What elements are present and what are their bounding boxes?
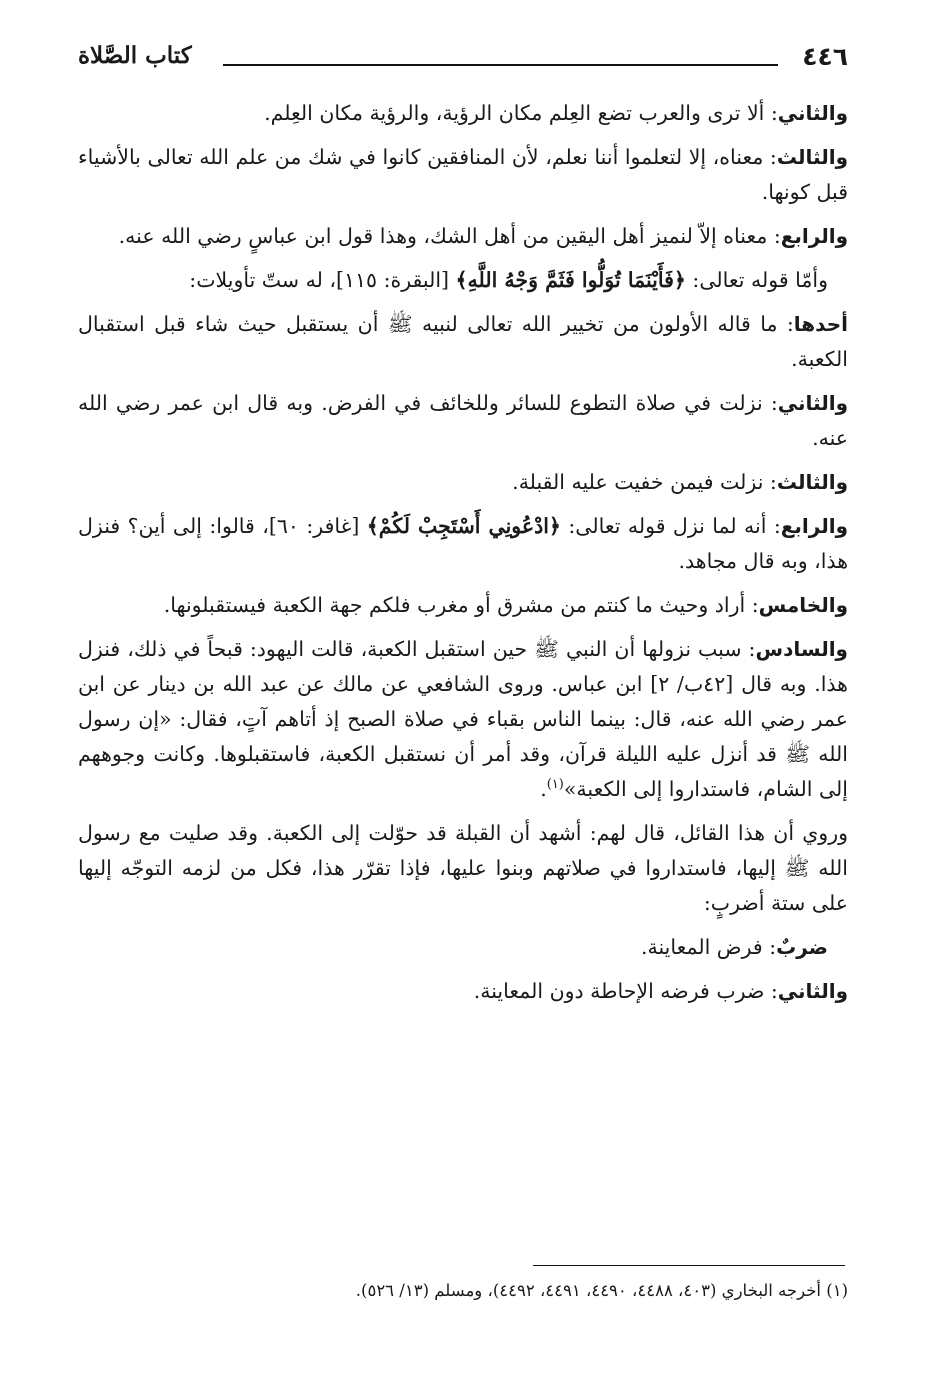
paragraph-lead: والسادس (755, 637, 848, 661)
paragraph (78, 96, 848, 131)
paragraph (78, 219, 848, 254)
paragraph-text: : أراد وحيث ما كنتم من مشرق أو مغرب فلكم جهة الكعبة فيستقبلونها. (163, 593, 759, 617)
header-rule (223, 64, 778, 66)
paragraph (78, 386, 848, 456)
running-title: كتاب الصَّلاة (78, 42, 192, 69)
paragraph-text: [غافر: ٦٠]، قالوا: إلى أين؟ فنزل هذا، وبه قال مجاهد. (78, 514, 848, 573)
paragraph-text: : معناه إلاّ لنميز أهل اليقين من أهل الشك، وهذا قول ابن عباسٍ رضي الله عنه. (118, 224, 781, 248)
paragraph-text: : فرض المعاينة. (640, 935, 777, 959)
paragraph-lead: والثاني (777, 391, 848, 415)
paragraph (78, 140, 848, 210)
paragraph-text: : ألا ترى والعرب تضع العِلم مكان الرؤية، والرؤية مكان العِلم. (264, 101, 778, 125)
quran-verse: ﴿فَأَيْنَمَا تُوَلُّوا فَثَمَّ وَجْهُ اللَّهِ﴾ (455, 268, 686, 292)
paragraph-lead: والرابع (780, 514, 849, 538)
paragraph (78, 263, 848, 298)
footnote-rule (533, 1265, 845, 1266)
paragraph-lead: والثالث (776, 470, 848, 494)
paragraph (78, 465, 848, 500)
paragraph (78, 930, 848, 965)
paragraph (78, 632, 848, 807)
paragraph-lead: والخامس (758, 593, 848, 617)
paragraph-text: وروي أن هذا القائل، قال لهم: أشهد أن القبلة قد حوّلت إلى الكعبة. وقد صليت مع رسول الله ﷺ إليها، فاستداروا في صلاتهم وبنوا عليها، فإذا تقرّر هذا، فكل من لزمه التوجّه إليها على ستة أضربٍ: (78, 821, 848, 915)
footnote-reference[interactable]: (١) (546, 777, 564, 793)
paragraph-lead: ضربٌ (776, 935, 828, 959)
paragraph-lead: والرابع (780, 224, 848, 248)
paragraph (78, 307, 848, 377)
paragraph (78, 974, 848, 1009)
paragraph-lead: والثاني (777, 101, 848, 125)
paragraph (78, 509, 848, 579)
paragraph-text: . (540, 777, 547, 801)
paragraph-lead: والثاني (777, 979, 848, 1003)
paragraph-text: : سبب نزولها أن النبي ﷺ حين استقبل الكعبة، قالت اليهود: قبحاً في ذلك، فنزل هذا. وبه قال [٤٢ب/ ٢] ابن عباس. وروى الشافعي عن مالك عن عبد الله بن دينار عن ابن عمر رضي الله عنه، قال: بينما الناس بقباء في صلاة الصبح إذ أتاهم آتٍ، فقال: «إن رسول الله ﷺ قد أنزل عليه الليلة قرآن، وقد أمر أن نستقبل الكعبة، فاستقبلوها. وكانت وجوههم إلى الشام، فاستداروا إلى الكعبة» (78, 637, 848, 801)
footnote-marker: (١) (826, 1281, 848, 1300)
paragraph-text: : أنه لما نزل قوله تعالى: (560, 514, 781, 538)
quran-verse: ﴿ادْعُونِي أَسْتَجِبْ لَكُمْ﴾ (366, 514, 561, 538)
paragraph-lead: أحدها (793, 312, 848, 336)
paragraph (78, 588, 848, 623)
paragraph-lead: والثالث (776, 145, 848, 169)
footnote-text: أخرجه البخاري (٤٠٣، ٤٤٨٨، ٤٤٩٠، ٤٤٩١، ٤٤٩٢)، ومسلم (١٣/ ٥٢٦). (355, 1281, 821, 1300)
main-text (78, 96, 848, 1018)
paragraph-text: : نزلت في صلاة التطوع للسائر وللخائف في الفرض. وبه قال ابن عمر رضي الله عنه. (78, 391, 848, 450)
paragraph-text: : معناه، إلا لتعلموا أننا نعلم، لأن المنافقين كانوا في شك من علم الله تعالى بالأشياء قبل كونها. (78, 145, 848, 204)
page-number: ٤٤٦ (802, 42, 848, 71)
paragraph-text: : ضرب فرضه الإحاطة دون المعاينة. (473, 979, 778, 1003)
paragraph-text: : نزلت فيمن خفيت عليه القبلة. (512, 470, 777, 494)
paragraph-text: وأمّا قوله تعالى: (685, 268, 828, 292)
paragraph-text: : ما قاله الأولون من تخيير الله تعالى لنبيه ﷺ أن يستقبل حيث شاء قبل استقبال الكعبة. (78, 312, 848, 371)
footnote (78, 1276, 848, 1306)
paragraph (78, 816, 848, 921)
paragraph-text: [البقرة: ١١٥]، له ستّ تأويلات: (189, 268, 456, 292)
page-header (78, 42, 848, 82)
